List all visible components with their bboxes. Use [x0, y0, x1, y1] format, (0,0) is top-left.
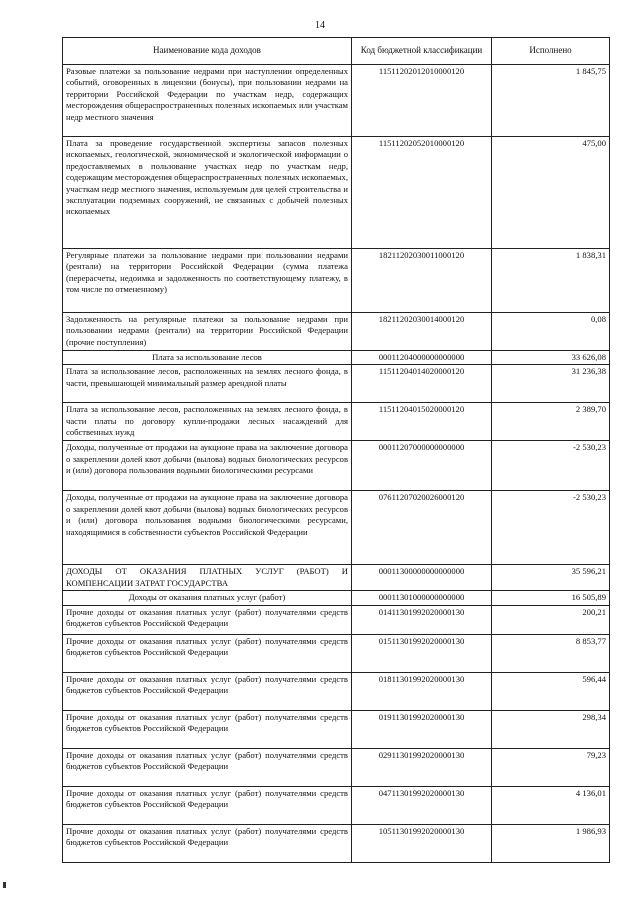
- row-name: Плата за проведение государственной экспертизы запасов полезных ископаемых, геологической, экономической и экологической информации о предоставляемых в пользование участках недр по участкам недр, содержащим месторождения общераспространенных полезных ископаемых, участкам недр местного значения, используемым для целей строительства и эксплуатации подземных сооружений, не связанных с добычей полезных ископаемых: [63, 137, 352, 249]
- row-name: ДОХОДЫ ОТ ОКАЗАНИЯ ПЛАТНЫХ УСЛУГ (РАБОТ) И КОМПЕНСАЦИИ ЗАТРАТ ГОСУДАРСТВА: [63, 565, 352, 591]
- row-amount: 2 389,70: [492, 403, 610, 441]
- row-name: Разовые платежи за пользование недрами при наступлении определенных событий, оговоренных в лицензии (бонусы), при пользовании недрами на территории Российской Федерации по участкам недр, содержащих месторождения общераспространенных полезных ископаемых или участкам недр местного значения: [63, 65, 352, 137]
- table-row: [63, 748, 610, 786]
- row-amount: 200,21: [492, 605, 610, 634]
- row-name: Доходы, полученные от продажи на аукционе права на заключение договора о закреплении долей квот добычи (вылова) водных биологических ресурсов и (или) договора пользования водными биологическими ресурсами, находящимися в собственности субъектов Российской Федерации: [63, 491, 352, 565]
- table-row: [63, 351, 610, 365]
- table-row: [63, 365, 610, 403]
- row-code: 00011204000000000000: [352, 351, 492, 365]
- row-code: 00011301000000000000: [352, 591, 492, 605]
- row-code: 02911301992020000130: [352, 748, 492, 786]
- table-header-row: [63, 38, 610, 65]
- row-code: 18211202030011000120: [352, 249, 492, 313]
- row-code: 01511301992020000130: [352, 634, 492, 672]
- table-row: [63, 824, 610, 862]
- row-amount: 1 845,75: [492, 65, 610, 137]
- table-row: [63, 313, 610, 351]
- row-amount: 16 505,89: [492, 591, 610, 605]
- page-number: 14: [315, 20, 325, 31]
- header-code: Код бюджетной классификации: [352, 38, 492, 65]
- row-amount: 33 626,08: [492, 351, 610, 365]
- row-amount: 1 838,31: [492, 249, 610, 313]
- table-row: [63, 710, 610, 748]
- row-name: Задолженность на регулярные платежи за пользование недрами при пользовании недрами (рентали) на территории Российской Федерации (прочие поступления): [63, 313, 352, 351]
- row-name: Доходы от оказания платных услуг (работ): [63, 591, 352, 605]
- row-name: Прочие доходы от оказания платных услуг (работ) получателями средств бюджетов субъектов Российской Федерации: [63, 710, 352, 748]
- table-row: [63, 634, 610, 672]
- table-row: [63, 441, 610, 491]
- scan-mark: [3, 882, 6, 888]
- table-row: [63, 786, 610, 824]
- row-amount: 596,44: [492, 672, 610, 710]
- row-name: Доходы, полученные от продажи на аукционе права на заключение договора о закреплении долей квот добычи (вылова) водных биологических ресурсов и (или) договора пользования водными биологическими ресурсами: [63, 441, 352, 491]
- row-name: Плата за использование лесов, расположенных на землях лесного фонда, в части, превышающей минимальный размер арендной платы: [63, 365, 352, 403]
- row-code: 11511202012010000120: [352, 65, 492, 137]
- table-row: [63, 249, 610, 313]
- row-code: 01911301992020000130: [352, 710, 492, 748]
- row-code: 01411301992020000130: [352, 605, 492, 634]
- header-amount: Исполнено: [492, 38, 610, 65]
- row-name: Регулярные платежи за пользование недрами при пользовании недрами (рентали) на территории Российской Федерации (сумма платежа (перерасчеты, недоимка и задолженность по соответствующему платежу, в том числе по отмененному): [63, 249, 352, 313]
- row-amount: 1 986,93: [492, 824, 610, 862]
- row-code: 00011207000000000000: [352, 441, 492, 491]
- table-row: [63, 605, 610, 634]
- header-name: Наименование кода доходов: [63, 38, 352, 65]
- table-row: [63, 491, 610, 565]
- row-amount: -2 530,23: [492, 491, 610, 565]
- table-row: [63, 672, 610, 710]
- row-name: Прочие доходы от оказания платных услуг (работ) получателями средств бюджетов субъектов Российской Федерации: [63, 748, 352, 786]
- row-code: 11511202052010000120: [352, 137, 492, 249]
- row-code: 10511301992020000130: [352, 824, 492, 862]
- row-code: 04711301992020000130: [352, 786, 492, 824]
- table-row: [63, 403, 610, 441]
- table-row: [63, 65, 610, 137]
- row-code: 11511204014020000120: [352, 365, 492, 403]
- row-name: Плата за использование лесов, расположенных на землях лесного фонда, в части платы по договору купли-продажи лесных насаждений для собственных нужд: [63, 403, 352, 441]
- row-amount: 298,34: [492, 710, 610, 748]
- table-row: [63, 591, 610, 605]
- revenue-table: [62, 37, 610, 863]
- row-name: Прочие доходы от оказания платных услуг (работ) получателями средств бюджетов субъектов Российской Федерации: [63, 786, 352, 824]
- row-name: Прочие доходы от оказания платных услуг (работ) получателями средств бюджетов субъектов Российской Федерации: [63, 634, 352, 672]
- row-amount: -2 530,23: [492, 441, 610, 491]
- row-code: 00011300000000000000: [352, 565, 492, 591]
- row-amount: 475,00: [492, 137, 610, 249]
- row-code: 07611207020026000120: [352, 491, 492, 565]
- row-amount: 31 236,38: [492, 365, 610, 403]
- row-code: 11511204015020000120: [352, 403, 492, 441]
- row-code: 18211202030014000120: [352, 313, 492, 351]
- row-code: 01811301992020000130: [352, 672, 492, 710]
- row-amount: 35 596,21: [492, 565, 610, 591]
- row-amount: 8 853,77: [492, 634, 610, 672]
- row-amount: 4 136,01: [492, 786, 610, 824]
- row-amount: 79,23: [492, 748, 610, 786]
- table-row: [63, 565, 610, 591]
- row-name: Прочие доходы от оказания платных услуг (работ) получателями средств бюджетов субъектов Российской Федерации: [63, 672, 352, 710]
- row-name: Прочие доходы от оказания платных услуг (работ) получателями средств бюджетов субъектов Российской Федерации: [63, 824, 352, 862]
- row-name: Прочие доходы от оказания платных услуг (работ) получателями средств бюджетов субъектов Российской Федерации: [63, 605, 352, 634]
- row-amount: 0,08: [492, 313, 610, 351]
- table-row: [63, 137, 610, 249]
- row-name: Плата за использование лесов: [63, 351, 352, 365]
